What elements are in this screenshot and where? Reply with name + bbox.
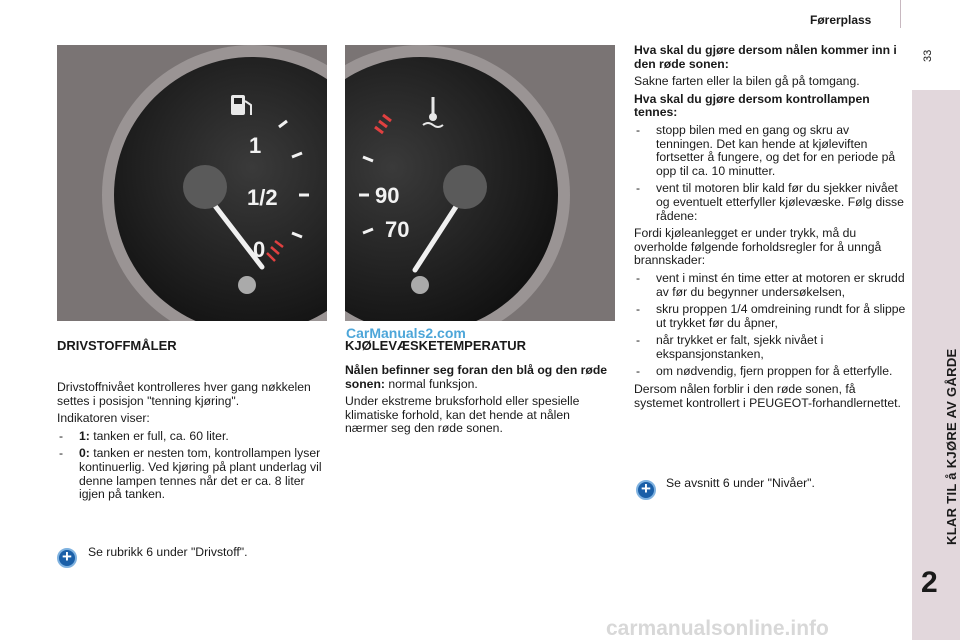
- question-red-zone: Hva skal du gjøre dersom nålen kommer inn i den røde sonen:: [634, 43, 897, 71]
- footer-watermark: carmanualsonline.info: [606, 617, 829, 640]
- list-item: - vent til motoren blir kald før du sjekker nivået og eventuelt etterfyller kjølevæske. Følg disse rådene:: [636, 181, 904, 223]
- list-item: - 0: tanken er nesten tom, kontrollampen lyser kontinuerlig. Ved kjøring på plant underlag vil denne lampen tennes når det er ca. 8 liter igjen på tanken.: [59, 446, 322, 502]
- pressure-warning: Fordi kjøleanlegget er under trykk, må du overholde følgende forholdsregler for å unngå brannskader:: [634, 226, 882, 268]
- list-item: - 1: tanken er full, ca. 60 liter.: [59, 428, 229, 443]
- list-item: - vent i minst én time etter at motoren er skrudd av før du begynner undersøkelsen,: [636, 270, 905, 299]
- coolant-lead-rest: normal funksjon.: [384, 376, 478, 391]
- gauge-label-90: 90: [375, 183, 400, 208]
- gauge-label-full: 1: [249, 133, 262, 158]
- list-item-key: 0:: [79, 446, 90, 461]
- list-item: - når trykket er falt, sjekk nivået i ekspansjonstanken,: [636, 333, 824, 361]
- gauge-label-70: 70: [385, 217, 410, 242]
- levels-see-more: Se avsnitt 6 under "Nivåer".: [666, 476, 815, 490]
- coolant-section-body: [345, 364, 615, 436]
- list-item: - stopp bilen med en gang og skru av tenningen. Det kan hende at kjøleviften fortsetter å fungere, og det for en periode på opp til ca. 10 minutter.: [636, 122, 896, 178]
- header-divider: [900, 0, 901, 28]
- chapter-title: KLAR TIL å KJØRE AV GÅRDE: [944, 348, 959, 545]
- list-item: - om nødvendig, fjern proppen for å etterfylle.: [636, 364, 893, 379]
- answer-red-zone: Sakne farten eller la bilen gå på tomgang.: [634, 74, 860, 89]
- question-warning-lamp: Hva skal du gjøre dersom kontrollampen tennes:: [634, 91, 870, 120]
- fuel-see-more: Se rubrikk 6 under "Drivstoff".: [88, 545, 248, 559]
- coolant-para: Under ekstreme bruksforhold eller spesielle klimatiske forhold, kan det hende at nålen nærmer seg den røde sonen.: [345, 394, 580, 436]
- chapter-number: 2: [921, 566, 938, 599]
- gauge-label-half: 1/2: [247, 185, 278, 210]
- list-item-text: tanken er full, ca. 60 liter.: [89, 428, 229, 443]
- temperature-gauge-photo: [345, 45, 615, 321]
- coolant-instructions: [634, 44, 906, 410]
- list-item: - skru proppen 1/4 omdreining rundt for å slippe ut trykket før du åpner,: [636, 302, 906, 330]
- page-number: 33: [922, 49, 934, 62]
- closing-note: Dersom nålen forblir i den røde sonen, få systemet kontrollert i PEUGEOT-forhandlernettet.: [634, 382, 901, 410]
- fuel-section-title: DRIVSTOFFMÅLER: [57, 338, 177, 353]
- indicator-label: Indikatoren viser:: [57, 411, 150, 426]
- coolant-lead-bold: Nålen befinner seg foran den blå og den røde sonen:: [345, 363, 608, 391]
- section-title: Førerplass: [810, 13, 872, 27]
- list-item-key: 1:: [79, 428, 90, 443]
- fuel-gauge-photo: [57, 45, 327, 321]
- fuel-section-body: [57, 381, 327, 502]
- coolant-section-title: KJØLEVÆSKETEMPERATUR: [345, 338, 527, 353]
- list-item-text: tanken er nesten tom, kontrollampen lyser kontinuerlig. Ved kjøring på plant underlag vil denne lampen tennes når det er ca. 8 liter igjen på tanken.: [79, 446, 322, 502]
- fuel-intro: Drivstoffnivået kontrolleres hver gang nøkkelen settes i posisjon "tenning kjøring".: [57, 380, 311, 408]
- plus-icon: +: [636, 480, 656, 500]
- gauge-label-empty: 0: [253, 237, 266, 262]
- plus-icon: +: [57, 548, 77, 568]
- watermark: CarManuals2.com: [346, 325, 466, 341]
